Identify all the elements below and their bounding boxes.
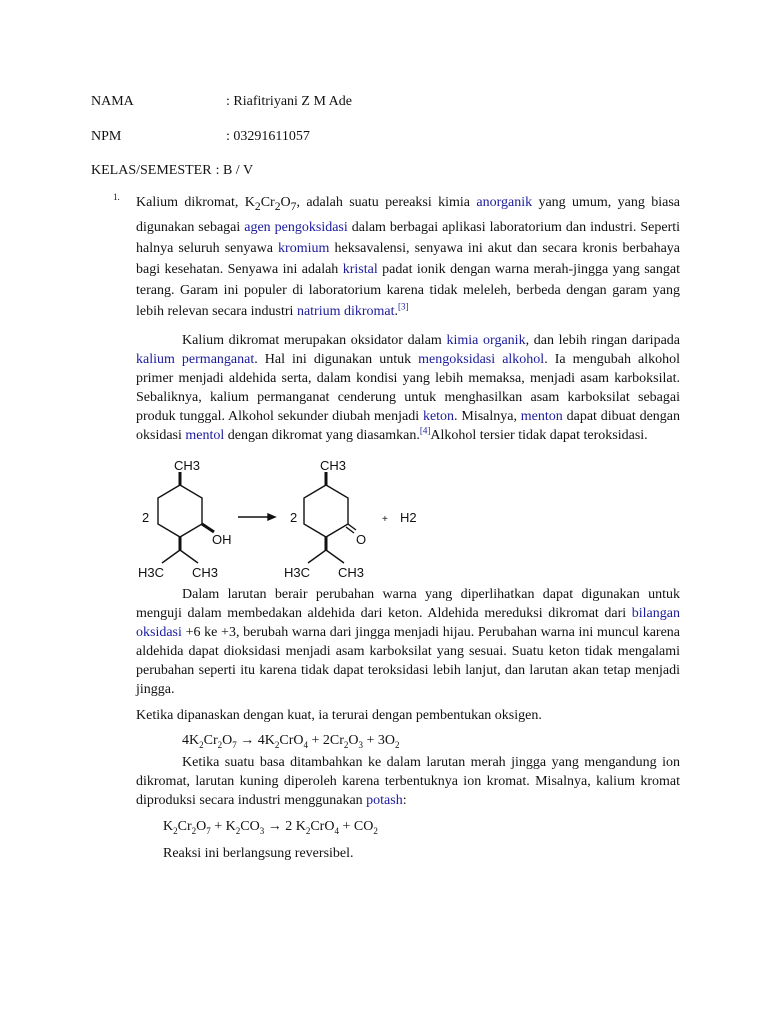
text: + CO	[338, 819, 374, 834]
link-potash[interactable]: potash	[366, 793, 403, 808]
text: 2 K	[285, 819, 306, 834]
subscript: 4	[303, 739, 308, 750]
hydrogen-label: H2	[400, 510, 417, 525]
coefficient-left: 2	[142, 510, 150, 525]
subscript: 7	[206, 825, 211, 836]
link-kristal[interactable]: kristal	[342, 261, 378, 277]
text: Kalium dikromat merupakan oksidator dalam	[182, 333, 447, 348]
text: + 3O	[363, 733, 396, 748]
link-anorganik[interactable]: anorganik	[476, 195, 533, 210]
npm-label: NPM	[91, 129, 122, 144]
arrow: →	[264, 819, 286, 834]
text: +6 ke +3, berubah warna dari jingga menjadi hijau. Perubahan warna ini muncul karena aldehida dapat dioksidasi menjadi asam karboksilat yang sesuai. Suatu keton tidak mengalami perubahan seperti itu karena tidak dapat teroksidasi lebih lanjut, dan larutan akan tetap menjadi jingga.	[136, 625, 680, 697]
text: Cr	[177, 819, 192, 834]
isopropyl-arm-right-a	[308, 550, 326, 563]
ch3-label-right: CH3	[320, 460, 347, 473]
text: .	[394, 303, 399, 319]
link-kimia-organik[interactable]: kimia organik	[446, 333, 526, 348]
text: K	[163, 819, 174, 834]
paragraph-4: Ketika dipanaskan dengan kuat, ia terurai dengan pembentukan oksigen.	[136, 708, 542, 723]
subscript: 2	[199, 739, 204, 750]
paragraph-5	[136, 753, 680, 810]
link-menton[interactable]: menton	[520, 409, 563, 424]
text: dalam berbagai aplikasi laboratorium dan industri. Seperti halnya seluruh senyawa	[136, 219, 681, 256]
text: Ketika suatu basa ditambahkan ke dalam larutan merah jingga yang mengandung ion dikromat, larutan kuning diperoleh karena terbentuknya ion kromat. Misalnya, kalium kromat diproduksi secara industri menggunakan	[136, 755, 680, 808]
link-mentol[interactable]: mentol	[185, 428, 225, 443]
link-bilangan-oksidasi[interactable]: bilangan oksidasi	[136, 606, 680, 640]
subscript: 2	[373, 825, 378, 836]
link-kalium-permanganat[interactable]: kalium permanganat	[136, 352, 255, 367]
nama-row	[91, 94, 352, 110]
subscript: 2	[305, 825, 311, 836]
npm-value: : 03291611057	[226, 129, 310, 144]
paragraph-2	[136, 331, 680, 445]
kelas-label: KELAS/SEMESTER	[91, 163, 212, 178]
text: dapat dibuat dengan oksidasi	[136, 409, 680, 443]
oh-label: OH	[212, 532, 232, 547]
kelas-row	[91, 163, 253, 179]
link-agen-pengoksidasi[interactable]: agen pengoksidasi	[244, 219, 348, 235]
chromate-equation	[163, 818, 378, 840]
text: yang umum, yang biasa digunakan sebagai	[136, 195, 680, 235]
h3c-label-left: H3C	[138, 565, 165, 580]
text: . Misalnya,	[454, 409, 521, 424]
subscript: 2	[217, 739, 223, 750]
text: , dan lebih ringan daripada	[525, 333, 680, 348]
subscript: 2	[343, 739, 349, 750]
reaction-arrow-head	[268, 514, 275, 520]
subscript: 3	[358, 739, 364, 750]
text: , adalah suatu pereaksi kimia	[296, 195, 477, 210]
ch3-bottom-label-right: CH3	[338, 565, 365, 580]
reference-3[interactable]: [3]	[398, 301, 409, 312]
text: Dalam larutan berair perubahan warna yang diperlihatkan dapat digunakan untuk menguji dalam membedakan aldehida dari keton. Aldehida mereduksi dikromat dari	[136, 587, 680, 621]
subscript: 2	[274, 739, 280, 750]
text: O	[280, 195, 291, 210]
menthol-oxidation-reaction	[130, 460, 430, 585]
isopropyl-arm-left-a	[162, 550, 180, 563]
isopropyl-arm-right-b	[326, 550, 344, 563]
subscript: 4	[334, 825, 339, 836]
isopropyl-arm-left-b	[180, 550, 198, 563]
text: O	[222, 733, 233, 748]
subscript: 2	[395, 739, 400, 750]
link-mengoksidasi-alkohol[interactable]: mengoksidasi alkohol	[418, 352, 545, 367]
link-kromium[interactable]: kromium	[278, 240, 330, 256]
subscript: 2	[173, 825, 178, 836]
text: padat ionik dengan warna merah-jingga yang sangat terang. Garam ini populer di laboratorium karena tidak meleleh, berbeda dengan garam yang lebih relevan secara industri	[136, 261, 680, 319]
paragraph-3	[136, 585, 680, 699]
decomposition-equation	[182, 732, 400, 754]
text: . Hal ini digunakan untuk	[254, 352, 419, 367]
text: Cr	[203, 733, 218, 748]
kelas-value: : B / V	[215, 163, 254, 178]
text: :	[402, 793, 407, 808]
subscript: 7	[232, 739, 237, 750]
text: 4K	[182, 733, 200, 748]
text: + 2Cr	[308, 733, 344, 748]
text: Kalium dikromat, K	[136, 195, 255, 210]
paragraph-1	[136, 192, 680, 322]
text: . Ia mengubah alkohol primer menjadi aldehida serta, dalam kondisi yang lebih memaksa, menjadi asam karboksilat. Sebaliknya, kalium permanganat cenderung untuk menghasilkan asam karboksilat sebagai produk tunggal. Alkohol sekunder diubah menjadi	[136, 352, 681, 424]
text: dengan dikromat yang diasamkan.	[224, 428, 420, 443]
subscript: 2	[191, 825, 197, 836]
text: Alkohol tersier tidak dapat teroksidasi.	[430, 428, 648, 443]
link-keton[interactable]: keton	[422, 409, 455, 424]
nama-value: : Riafitriyani Z M Ade	[226, 94, 352, 109]
h3c-label-right: H3C	[284, 565, 311, 580]
subscript: 3	[259, 825, 265, 836]
coefficient-right: 2	[290, 510, 298, 525]
list-number: 1.	[113, 192, 120, 202]
subscript: 2	[235, 825, 241, 836]
text: Cr	[260, 195, 275, 210]
subscript: 2	[274, 199, 281, 213]
text: O	[348, 733, 359, 748]
carbonyl-oxygen-label: O	[356, 532, 367, 547]
ch3-bottom-label-left: CH3	[192, 565, 219, 580]
hydroxyl-bond	[202, 524, 214, 532]
cyclohexane-ring-left	[158, 485, 202, 537]
npm-row	[91, 129, 310, 145]
arrow: →	[236, 733, 258, 748]
text: CrO	[279, 733, 304, 748]
text: CO	[240, 819, 260, 834]
text: 4K	[257, 733, 275, 748]
text: CrO	[310, 819, 335, 834]
cyclohexane-ring-right	[304, 485, 348, 537]
ch3-label-left: CH3	[174, 460, 201, 473]
subscript: 2	[254, 199, 261, 213]
text: + K	[210, 819, 236, 834]
nama-label: NAMA	[91, 94, 134, 109]
text: heksavalensi, senyawa ini akut dan secara kronis berbahaya bagi kesehatan. Senyawa ini adalah	[136, 240, 681, 277]
reference-4[interactable]: [4]	[419, 425, 431, 436]
paragraph-6: Reaksi ini berlangsung reversibel.	[163, 846, 354, 861]
subscript: 7	[290, 199, 297, 213]
plus-sign: +	[382, 514, 388, 525]
text: O	[196, 819, 207, 834]
link-natrium-dikromat[interactable]: natrium dikromat	[296, 303, 395, 319]
